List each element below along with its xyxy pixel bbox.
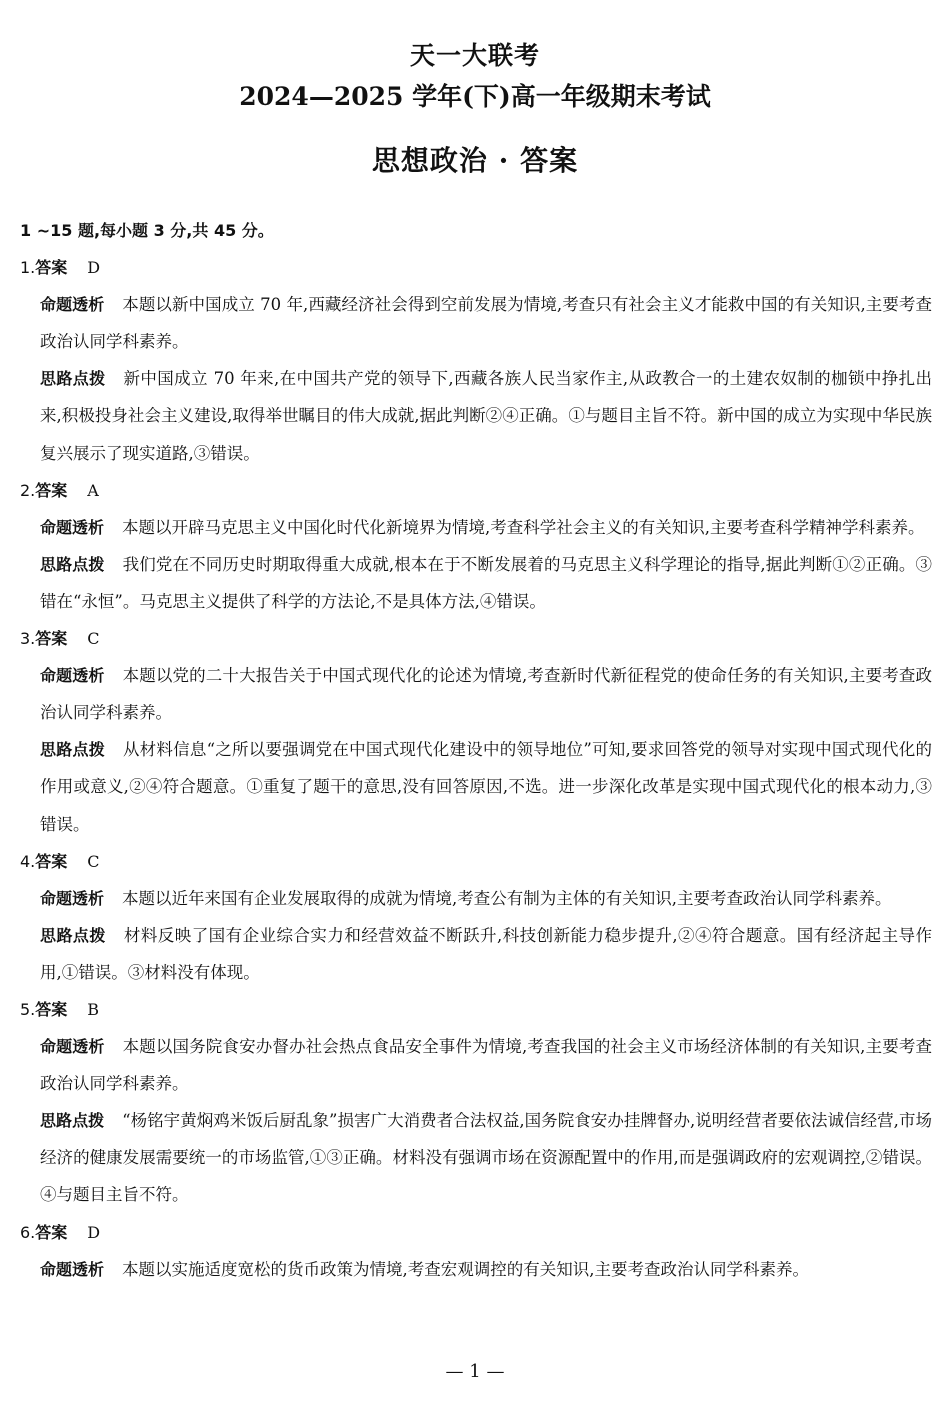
answer-label: 答案 bbox=[35, 480, 68, 500]
answer-value: D bbox=[87, 258, 101, 278]
question-header bbox=[20, 249, 932, 286]
question-number: 2. bbox=[20, 480, 36, 500]
question-header bbox=[20, 472, 932, 509]
hint-text: “杨铭宇黄焖鸡米饭后厨乱象”损害广大消费者合法权益,国务院食安办挂牌督办,说明经营者要依法诚信经营,市场经济的健康发展需要统一的市场监管,①③正确。材料没有强调市场在资源配置中的作用,而是强调政府的宏观调控,②错误。④与题目主旨不符。 bbox=[40, 1111, 932, 1205]
hint-paragraph bbox=[20, 917, 932, 991]
question-3 bbox=[20, 620, 932, 843]
question-number: 1. bbox=[20, 258, 36, 278]
answer-value: D bbox=[87, 1222, 101, 1242]
question-1 bbox=[20, 249, 932, 472]
hint-text: 材料反映了国有企业综合实力和经营效益不断跃升,科技创新能力稳步提升,②④符合题意。国有经济起主导作用,①错误。③材料没有体现。 bbox=[40, 925, 932, 982]
hint-label: 思路点拨 bbox=[40, 369, 106, 389]
hint-paragraph bbox=[20, 360, 932, 471]
question-6 bbox=[20, 1214, 932, 1288]
analysis-text: 本题以开辟马克思主义中国化时代化新境界为情境,考查科学社会主义的有关知识,主要考查科学精神学科素养。 bbox=[122, 517, 925, 537]
question-number: 3. bbox=[20, 629, 36, 649]
analysis-paragraph bbox=[20, 1251, 932, 1288]
question-2 bbox=[20, 472, 932, 620]
hint-text: 我们党在不同历史时期取得重大成就,根本在于不断发展着的马克思主义科学理论的指导,据此判断①②正确。③错在“永恒”。马克思主义提供了科学的方法论,不是具体方法,④错误。 bbox=[40, 554, 932, 611]
question-number: 5. bbox=[20, 999, 36, 1019]
analysis-label: 命题透析 bbox=[40, 1037, 105, 1057]
analysis-text: 本题以实施适度宽松的货币政策为情境,考查宏观调控的有关知识,主要考查政治认同学科素养。 bbox=[122, 1259, 810, 1279]
analysis-label: 命题透析 bbox=[40, 666, 105, 686]
question-header bbox=[20, 620, 932, 657]
answer-label: 答案 bbox=[35, 629, 68, 649]
question-number: 6. bbox=[20, 1222, 36, 1242]
analysis-paragraph bbox=[20, 286, 932, 360]
analysis-text: 本题以近年来国有企业发展取得的成就为情境,考查公有制为主体的有关知识,主要考查政治认同学科素养。 bbox=[122, 888, 892, 908]
scoring-intro: 1 ~15 题,每小题 3 分,共 45 分。 bbox=[20, 221, 274, 240]
answer-label: 答案 bbox=[35, 258, 68, 278]
hint-label: 思路点拨 bbox=[40, 925, 106, 945]
answer-value: C bbox=[87, 629, 100, 649]
answer-body bbox=[20, 212, 932, 1288]
answer-value: B bbox=[87, 999, 100, 1019]
answer-label: 答案 bbox=[35, 999, 68, 1019]
analysis-label: 命题透析 bbox=[40, 517, 105, 537]
analysis-paragraph bbox=[20, 657, 932, 731]
hint-text: 新中国成立 70 年来,在中国共产党的领导下,西藏各族人民当家作主,从政教合一的土建农奴制的枷锁中挣扎出来,积极投身社会主义建设,取得举世瞩目的伟大成就,据此判断②④正确。①与题目主旨不符。新中国的成立为实现中华民族复兴展示了现实道路,③错误。 bbox=[40, 369, 932, 463]
question-4 bbox=[20, 843, 932, 991]
answer-label: 答案 bbox=[35, 1222, 68, 1242]
analysis-text: 本题以国务院食安办督办社会热点食品安全事件为情境,考查我国的社会主义市场经济体制的有关知识,主要考查政治认同学科素养。 bbox=[40, 1037, 932, 1094]
hint-label: 思路点拨 bbox=[40, 740, 105, 760]
answer-value: A bbox=[87, 480, 99, 500]
question-header bbox=[20, 843, 932, 880]
question-header bbox=[20, 1214, 932, 1251]
hint-paragraph bbox=[20, 1102, 932, 1213]
answer-value: C bbox=[87, 851, 100, 871]
exam-organizer-title: 天一大联考 bbox=[409, 41, 540, 70]
page-number: — 1 — bbox=[445, 1361, 505, 1382]
subject-title: 思想政治 · 答案 bbox=[371, 144, 579, 177]
hint-label: 思路点拨 bbox=[40, 554, 105, 574]
analysis-paragraph bbox=[20, 509, 932, 546]
analysis-text: 本题以新中国成立 70 年,西藏经济社会得到空前发展为情境,考查只有社会主义才能救中国的有关知识,主要考查政治认同学科素养。 bbox=[40, 295, 932, 352]
hint-paragraph bbox=[20, 731, 932, 842]
hint-paragraph bbox=[20, 546, 932, 620]
analysis-paragraph bbox=[20, 1028, 932, 1102]
question-header bbox=[20, 991, 932, 1028]
question-number: 4. bbox=[20, 851, 36, 871]
hint-label: 思路点拨 bbox=[40, 1111, 105, 1131]
analysis-label: 命题透析 bbox=[40, 295, 105, 315]
hint-text: 从材料信息“之所以要强调党在中国式现代化建设中的领导地位”可知,要求回答党的领导对实现中国式现代化的作用或意义,②④符合题意。①重复了题干的意思,没有回答原因,不选。进一步深化改革是实现中国式现代化的根本动力,③错误。 bbox=[40, 740, 932, 834]
analysis-text: 本题以党的二十大报告关于中国式现代化的论述为情境,考查新时代新征程党的使命任务的有关知识,主要考查政治认同学科素养。 bbox=[40, 666, 932, 723]
question-5 bbox=[20, 991, 932, 1214]
analysis-label: 命题透析 bbox=[40, 888, 105, 908]
analysis-label: 命题透析 bbox=[40, 1259, 105, 1279]
analysis-paragraph bbox=[20, 880, 932, 917]
answer-label: 答案 bbox=[35, 851, 68, 871]
exam-subtitle: 2024—2025 学年(下)高一年级期末考试 bbox=[239, 82, 711, 111]
